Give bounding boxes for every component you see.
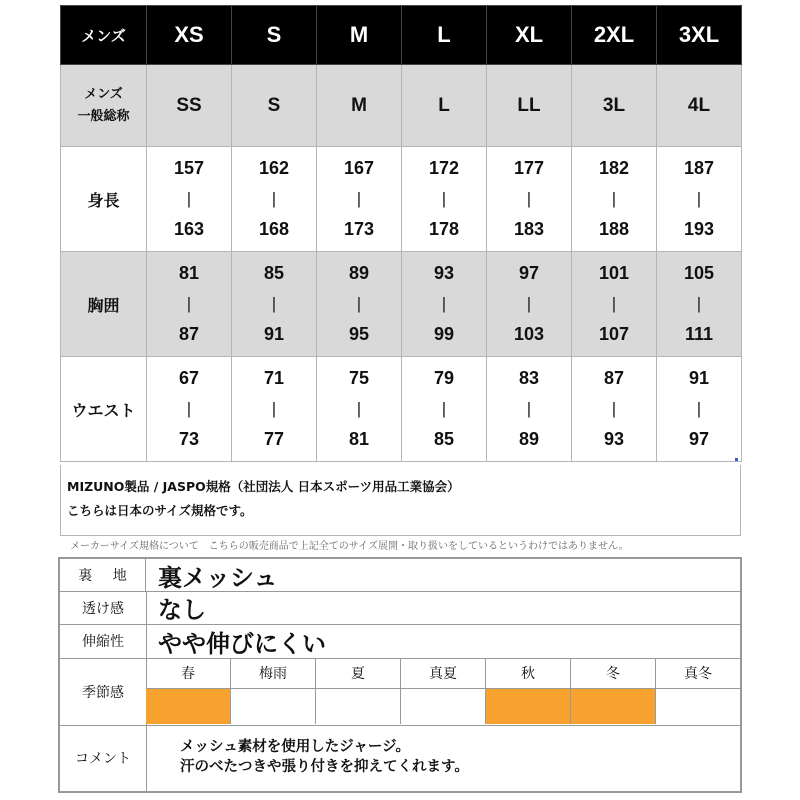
size-s: S bbox=[232, 6, 317, 65]
general-size-cell: 4L bbox=[657, 65, 742, 147]
measurement-label: 身長 bbox=[61, 147, 147, 252]
note-japan-size: こちらは日本のサイズ規格です。 bbox=[67, 503, 253, 518]
season-2 bbox=[316, 658, 401, 724]
range-separator: | bbox=[611, 189, 617, 208]
range-separator: | bbox=[356, 189, 362, 208]
lining-row bbox=[60, 559, 740, 592]
general-size-cell: L bbox=[402, 65, 487, 147]
range-separator: | bbox=[356, 294, 362, 313]
range-min: 187 bbox=[683, 158, 715, 178]
range-max: 168 bbox=[258, 219, 290, 239]
general-size-cell: 3L bbox=[572, 65, 657, 147]
range-separator: | bbox=[611, 399, 617, 418]
size-header-row bbox=[61, 6, 742, 65]
comment-line: メッシュ素材を使用したジャージ。 bbox=[180, 739, 410, 755]
header-label: メンズ bbox=[61, 6, 147, 65]
size-m: M bbox=[317, 6, 402, 65]
measurement-cell bbox=[657, 252, 742, 357]
range-min: 67 bbox=[178, 368, 200, 388]
season-inactive-indicator bbox=[231, 689, 315, 724]
measurement-cell bbox=[657, 147, 742, 252]
size-standard-note bbox=[60, 465, 741, 536]
measurement-cell bbox=[572, 147, 657, 252]
range-separator: | bbox=[186, 189, 192, 208]
general-size-cell: SS bbox=[147, 65, 232, 147]
stretch-row bbox=[60, 624, 740, 659]
size-xl: XL bbox=[487, 6, 572, 65]
range-max: 183 bbox=[513, 219, 545, 239]
range-separator: | bbox=[186, 294, 192, 313]
lining-value: 裏メッシュ bbox=[158, 563, 278, 592]
stretch-value: やや伸びにくい bbox=[158, 629, 326, 658]
range-max: 73 bbox=[178, 429, 200, 449]
range-separator: | bbox=[271, 399, 277, 418]
season-name: 冬 bbox=[571, 658, 655, 689]
measurement-cell bbox=[402, 147, 487, 252]
measurement-cell bbox=[572, 357, 657, 462]
measurement-cell bbox=[487, 252, 572, 357]
range-min: 105 bbox=[683, 263, 715, 283]
measurement-cell bbox=[147, 357, 232, 462]
comment-text bbox=[180, 737, 469, 777]
range-separator: | bbox=[441, 399, 447, 418]
comment-label: コメント bbox=[60, 725, 147, 791]
range-max: 89 bbox=[518, 429, 540, 449]
measurement-row bbox=[61, 357, 742, 462]
range-min: 91 bbox=[688, 368, 710, 388]
range-min: 85 bbox=[263, 263, 285, 283]
season-name: 真夏 bbox=[401, 658, 485, 689]
measurement-cell bbox=[147, 252, 232, 357]
range-separator: | bbox=[441, 189, 447, 208]
range-max: 188 bbox=[598, 219, 630, 239]
range-separator: | bbox=[696, 399, 702, 418]
range-max: 97 bbox=[688, 429, 710, 449]
range-min: 182 bbox=[598, 158, 630, 178]
range-separator: | bbox=[271, 294, 277, 313]
measurement-cell bbox=[487, 357, 572, 462]
range-min: 177 bbox=[513, 158, 545, 178]
size-chart-table bbox=[60, 5, 742, 462]
measurement-cell bbox=[147, 147, 232, 252]
range-min: 87 bbox=[603, 368, 625, 388]
sheer-row bbox=[60, 591, 740, 625]
size-2xl: 2XL bbox=[572, 6, 657, 65]
season-active-indicator bbox=[571, 689, 655, 724]
season-4 bbox=[486, 658, 571, 724]
season-inactive-indicator bbox=[656, 689, 740, 724]
range-min: 93 bbox=[433, 263, 455, 283]
general-size-cell: M bbox=[317, 65, 402, 147]
range-min: 157 bbox=[173, 158, 205, 178]
range-min: 83 bbox=[518, 368, 540, 388]
range-min: 71 bbox=[263, 368, 285, 388]
measurement-cell bbox=[487, 147, 572, 252]
range-max: 85 bbox=[433, 429, 455, 449]
range-min: 79 bbox=[433, 368, 455, 388]
range-separator: | bbox=[611, 294, 617, 313]
general-size-cell: S bbox=[232, 65, 317, 147]
range-max: 91 bbox=[263, 324, 285, 344]
season-row bbox=[60, 658, 740, 726]
measurement-cell bbox=[232, 252, 317, 357]
measurement-cell bbox=[402, 252, 487, 357]
lining-label: 裏 地 bbox=[60, 559, 146, 591]
season-inactive-indicator bbox=[401, 689, 485, 724]
measurement-label: 胸囲 bbox=[61, 252, 147, 357]
range-min: 81 bbox=[178, 263, 200, 283]
season-5 bbox=[571, 658, 656, 724]
size-3xl: 3XL bbox=[657, 6, 742, 65]
size-xs: XS bbox=[147, 6, 232, 65]
range-min: 97 bbox=[518, 263, 540, 283]
measurement-cell bbox=[232, 357, 317, 462]
season-3 bbox=[401, 658, 486, 724]
stretch-label: 伸縮性 bbox=[60, 624, 147, 658]
season-active-indicator bbox=[486, 689, 570, 724]
range-min: 162 bbox=[258, 158, 290, 178]
season-name: 真冬 bbox=[656, 658, 740, 689]
general-size-label: メンズ 一般総称 bbox=[61, 65, 147, 147]
measurement-cell bbox=[232, 147, 317, 252]
maker-size-disclaimer: メーカーサイズ規格について こちらの販売商品で上記全てのサイズ展開・取り扱いをしているというわけではありません。 bbox=[70, 541, 629, 552]
sheer-label: 透け感 bbox=[60, 591, 147, 624]
measurement-cell bbox=[317, 357, 402, 462]
range-separator: | bbox=[271, 189, 277, 208]
season-1 bbox=[231, 658, 316, 724]
measurement-cell bbox=[317, 147, 402, 252]
note-standard: MIZUNO製品 / JASPO規格（社団法人 日本スポーツ用品工業協会） bbox=[67, 479, 460, 494]
range-separator: | bbox=[526, 294, 532, 313]
size-l: L bbox=[402, 6, 487, 65]
season-name: 梅雨 bbox=[231, 658, 315, 689]
season-grid bbox=[146, 658, 740, 724]
measurement-row bbox=[61, 252, 742, 357]
range-separator: | bbox=[441, 294, 447, 313]
range-max: 173 bbox=[343, 219, 375, 239]
range-max: 107 bbox=[598, 324, 630, 344]
range-max: 81 bbox=[348, 429, 370, 449]
season-name: 春 bbox=[146, 658, 230, 689]
measurement-label: ウエスト bbox=[61, 357, 147, 462]
range-max: 93 bbox=[603, 429, 625, 449]
measurement-cell bbox=[572, 252, 657, 357]
range-min: 89 bbox=[348, 263, 370, 283]
range-max: 163 bbox=[173, 219, 205, 239]
season-name: 秋 bbox=[486, 658, 570, 689]
range-max: 193 bbox=[683, 219, 715, 239]
measurement-cell bbox=[402, 357, 487, 462]
sheer-value: なし bbox=[158, 596, 206, 624]
range-separator: | bbox=[526, 189, 532, 208]
measurement-row bbox=[61, 147, 742, 252]
range-separator: | bbox=[356, 399, 362, 418]
range-min: 75 bbox=[348, 368, 370, 388]
range-max: 77 bbox=[263, 429, 285, 449]
season-0 bbox=[146, 658, 231, 724]
comment-row bbox=[60, 725, 740, 791]
range-separator: | bbox=[526, 399, 532, 418]
range-max: 95 bbox=[348, 324, 370, 344]
range-max: 103 bbox=[513, 324, 545, 344]
range-max: 178 bbox=[428, 219, 460, 239]
range-max: 111 bbox=[684, 324, 714, 344]
season-inactive-indicator bbox=[316, 689, 400, 724]
range-separator: | bbox=[186, 399, 192, 418]
season-6 bbox=[656, 658, 740, 724]
comment-line: 汗のべたつきや張り付きを抑えてくれます。 bbox=[180, 759, 469, 775]
range-max: 99 bbox=[433, 324, 455, 344]
measurement-cell bbox=[657, 357, 742, 462]
general-size-row bbox=[61, 65, 742, 147]
range-separator: | bbox=[696, 294, 702, 313]
range-max: 87 bbox=[178, 324, 200, 344]
season-active-indicator bbox=[146, 689, 230, 724]
range-separator: | bbox=[696, 189, 702, 208]
product-info-table bbox=[58, 557, 742, 793]
corner-marker bbox=[735, 458, 738, 461]
range-min: 172 bbox=[428, 158, 460, 178]
season-name: 夏 bbox=[316, 658, 400, 689]
general-size-cell: LL bbox=[487, 65, 572, 147]
range-min: 101 bbox=[598, 263, 630, 283]
range-min: 167 bbox=[343, 158, 375, 178]
season-label: 季節感 bbox=[60, 658, 147, 725]
measurement-cell bbox=[317, 252, 402, 357]
